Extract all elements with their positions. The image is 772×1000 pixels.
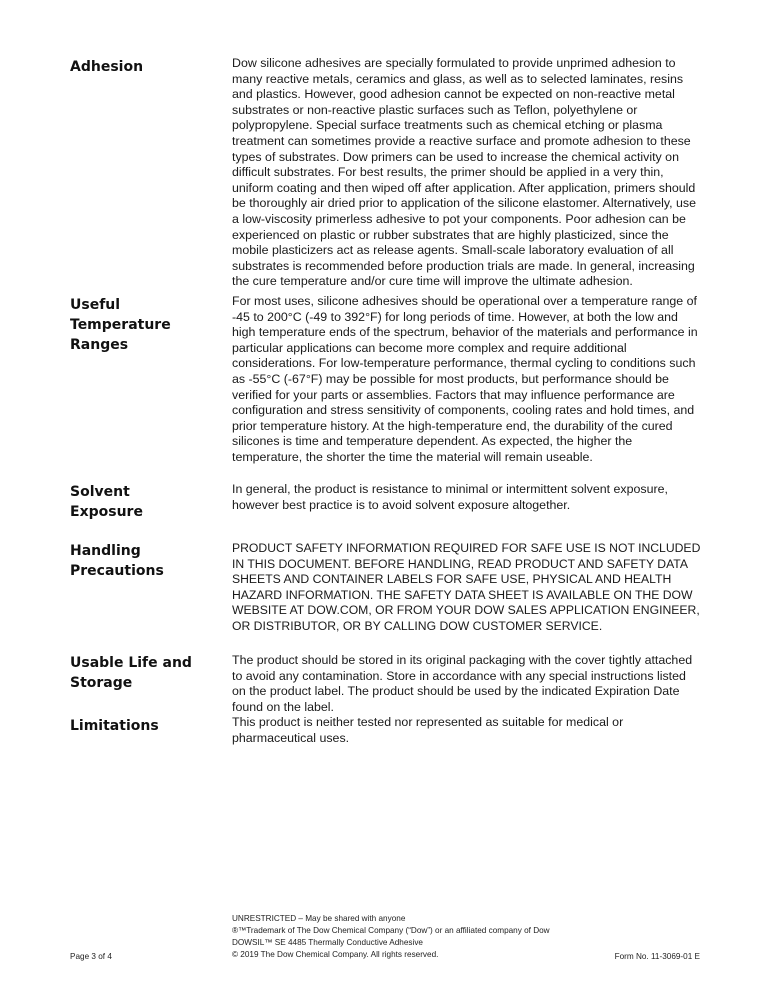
footer-line: © 2019 The Dow Chemical Company. All rights reserved. [232, 950, 439, 959]
footer-notice [232, 913, 592, 961]
footer-line: UNRESTRICTED – May be shared with anyone [232, 914, 406, 923]
footer-line: DOWSIL™ SE 4485 Thermally Conductive Adhesive [232, 938, 423, 947]
section-heading: Limitations [70, 718, 159, 734]
section-heading: Useful Temperature Ranges [70, 297, 171, 353]
section-heading: Handling Precautions [70, 543, 164, 579]
section-body: For most uses, silicone adhesives should be operational over a temperature range of -45 to 200°C (-49 to 392°F) for long periods of time. However, at both the low and high temperature ends of the spectrum, behavior of the materials and performance in particular applications can become more complex and require additional considerations. For low-temperature performance, thermal cycling to conditions such as -55°C (-67°F) may be possible for most products, but performance should be verified for your parts or assemblies. Factors that may influence performance are configuration and stress sensitivity of components, cooling rates and hold times, and prior temperature history. At the high-temperature end, the durability of the cured silicones is time and temperature dependent. As expected, the higher the temperature, the shorter the time the material will remain useable. [232, 294, 698, 464]
page-number: Page 3 of 4 [70, 952, 112, 961]
section-body: This product is neither tested nor represented as suitable for medical or pharmaceutical uses. [232, 715, 624, 745]
section-heading: Adhesion [70, 59, 144, 75]
form-number: Form No. 11-3069-01 E [614, 952, 700, 961]
section-heading: Usable Life and Storage [70, 655, 192, 691]
section-body: In general, the product is resistance to minimal or intermittent solvent exposure, however best practice is to avoid solvent exposure altogether. [232, 482, 668, 512]
section-body: PRODUCT SAFETY INFORMATION REQUIRED FOR SAFE USE IS NOT INCLUDED IN THIS DOCUMENT. BEFORE HANDLING, READ PRODUCT AND SAFETY DATA SHEETS AND CONTAINER LABELS FOR SAFE USE, PHYSICAL AND HEALTH HAZARD INFORMATION. THE SAFETY DATA SHEET IS AVAILABLE ON THE DOW WEBSITE AT DOW.COM, OR FROM YOUR DOW SALES APPLICATION ENGINEER, OR DISTRIBUTOR, OR BY CALLING DOW CUSTOMER SERVICE. [232, 541, 701, 633]
footer-line: ®™Trademark of The Dow Chemical Company (“Dow”) or an affiliated company of Dow [232, 926, 550, 935]
section-body: The product should be stored in its original packaging with the cover tightly attached to avoid any contamination. Store in accordance with any special instructions listed on the product label. The product should be used by the indicated Expiration Date found on the label. [232, 653, 693, 714]
section-body: Dow silicone adhesives are specially formulated to provide unprimed adhesion to many reactive metals, ceramics and glass, as well as to selected laminates, resins and plastics. However, good adhesion cannot be expected on non-reactive metal substrates or non-reactive plastic surfaces such as Teflon, polyethylene or polypropylene. Special surface treatments such as chemical etching or plasma treatment can sometimes provide a reactive surface and promote adhesion to these types of substrates. Dow primers can be used to increase the chemical activity on difficult substrates. For best results, the primer should be applied in a very thin, uniform coating and then wiped off after application. After application, primers should be thoroughly air dried prior to application of the silicone elastomer. Alternatively, use a low-viscosity primerless adhesive to pot your components. Poor adhesion can be experienced on plastic or rubber substrates that are highly plasticized, since the mobile plasticizers act as release agents. Small-scale laboratory evaluation of all substrates is recommended before production trials are made. In general, increasing the cure temperature and/or cure time will improve the ultimate adhesion. [232, 56, 696, 289]
section-heading: Solvent Exposure [70, 484, 143, 520]
